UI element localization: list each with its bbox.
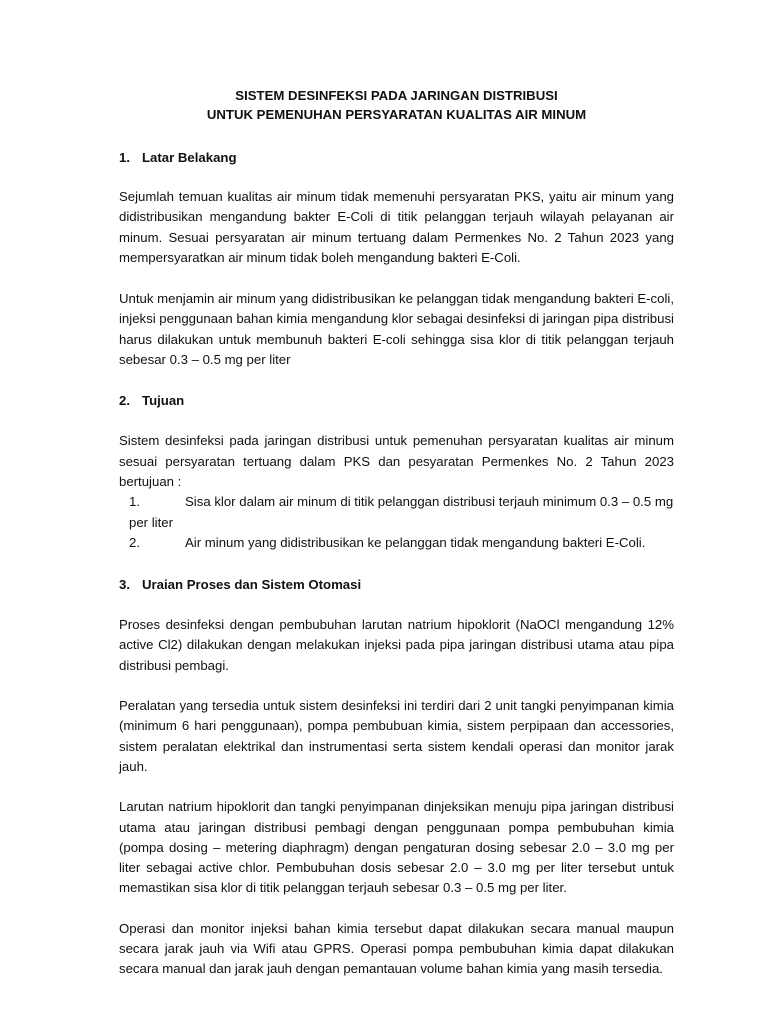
list-item — [119, 492, 674, 533]
list-item-text-continued: per liter — [129, 514, 173, 530]
list-item-text: Air minum yang didistribusikan ke pelanggan tidak mengandung bakteri E-Coli. — [185, 534, 646, 550]
section-heading-tujuan — [119, 391, 674, 410]
paragraph: Proses desinfeksi dengan pembubuhan larutan natrium hipoklorit (NaOCl mengandung 12% active Cl2) dilakukan dengan melakukan injeksi pada pipa jaringan distribusi utama atau pipa distribusi pembagi. — [119, 617, 674, 673]
objective-list — [119, 492, 674, 553]
title-line-2: UNTUK PEMENUHAN PERSYARATAN KUALITAS AIR MINUM — [206, 107, 587, 122]
section-heading-text: Tujuan — [142, 393, 185, 409]
paragraph: Sistem desinfeksi pada jaringan distribusi untuk pemenuhan persyaratan kualitas air minum sesuai persyaratan tertuang dalam PKS dan pesyaratan Permenkes No. 2 Tahun 2023 bertujuan : — [119, 433, 674, 489]
list-item-text: Sisa klor dalam air minum di titik pelanggan distribusi terjauh minimum 0.3 – 0.5 mg — [185, 494, 674, 510]
list-item-number: 1. — [129, 494, 140, 510]
list-item — [119, 533, 674, 553]
paragraph: Operasi dan monitor injeksi bahan kimia tersebut dapat dilakukan secara manual maupun secara jarak jauh via Wifi atau GPRS. Operasi pompa pembubuhan kimia dapat dilakukan secara manual dan jarak jauh dengan pemantauan volume bahan kimia yang masih tersedia. — [119, 920, 674, 977]
section-number: 3. — [119, 577, 130, 593]
section-heading-text: Latar Belakang — [142, 150, 237, 165]
list-item-number: 2. — [129, 534, 140, 550]
paragraph: Untuk menjamin air minum yang didistribusikan ke pelanggan tidak mengandung bakteri E-coli, injeksi penggunaan bahan kimia mengandung klor sebagai desinfeksi di jaringan pipa distribusi harus dilakukan untuk membunuh bakteri E-coli sehingga sisa klor di titik pelanggan terjauh sebesar 0.3 – 0.5 mg per liter — [119, 291, 674, 368]
title-line-1: SISTEM DESINFEKSI PADA JARINGAN DISTRIBUSI — [235, 88, 558, 103]
section-heading-text: Uraian Proses dan Sistem Otomasi — [142, 577, 362, 593]
section-heading-latar-belakang — [119, 148, 674, 167]
paragraph: Larutan natrium hipoklorit dan tangki penyimpanan dinjeksikan menuju pipa jaringan distribusi utama atau jaringan distribusi pembagi dengan penggunaan pompa pembubuhan kimia (pompa dosing – metering diaphragm) dengan pengaturan dosing sebesar 2.0 – 3.0 mg per liter sebagai active chlor. Pembubuhan dosis sebesar 2.0 – 3.0 mg per liter tersebut untuk memastikan sisa klor di titik pelanggan terjauh sebesar 0.3 – 0.5 mg per liter. — [119, 799, 674, 896]
section-heading-uraian-proses — [119, 575, 674, 594]
document-title — [119, 86, 674, 124]
paragraph: Peralatan yang tersedia untuk sistem desinfeksi ini terdiri dari 2 unit tangki penyimpanan kimia (minimum 6 hari penggunaan), pompa pembubuan kimia, sistem perpipaan dan accessories, sistem peralatan elektrikal dan instrumentasi serta sistem kendali operasi dan monitor jarak jauh. — [119, 698, 674, 774]
section-number: 2. — [119, 393, 130, 409]
paragraph: Sejumlah temuan kualitas air minum tidak memenuhi persyaratan PKS, yaitu air minum yang didistribusikan mengandung bakter E-Coli di titik pelanggan terjauh wilayah pelayanan air minum. Sesuai persyaratan air minum tertuang dalam Permenkes No. 2 Tahun 2023 yang mempersyaratkan air minum tidak boleh mengandung bakteri E-Coli. — [119, 189, 674, 265]
section-number: 1. — [119, 150, 130, 165]
